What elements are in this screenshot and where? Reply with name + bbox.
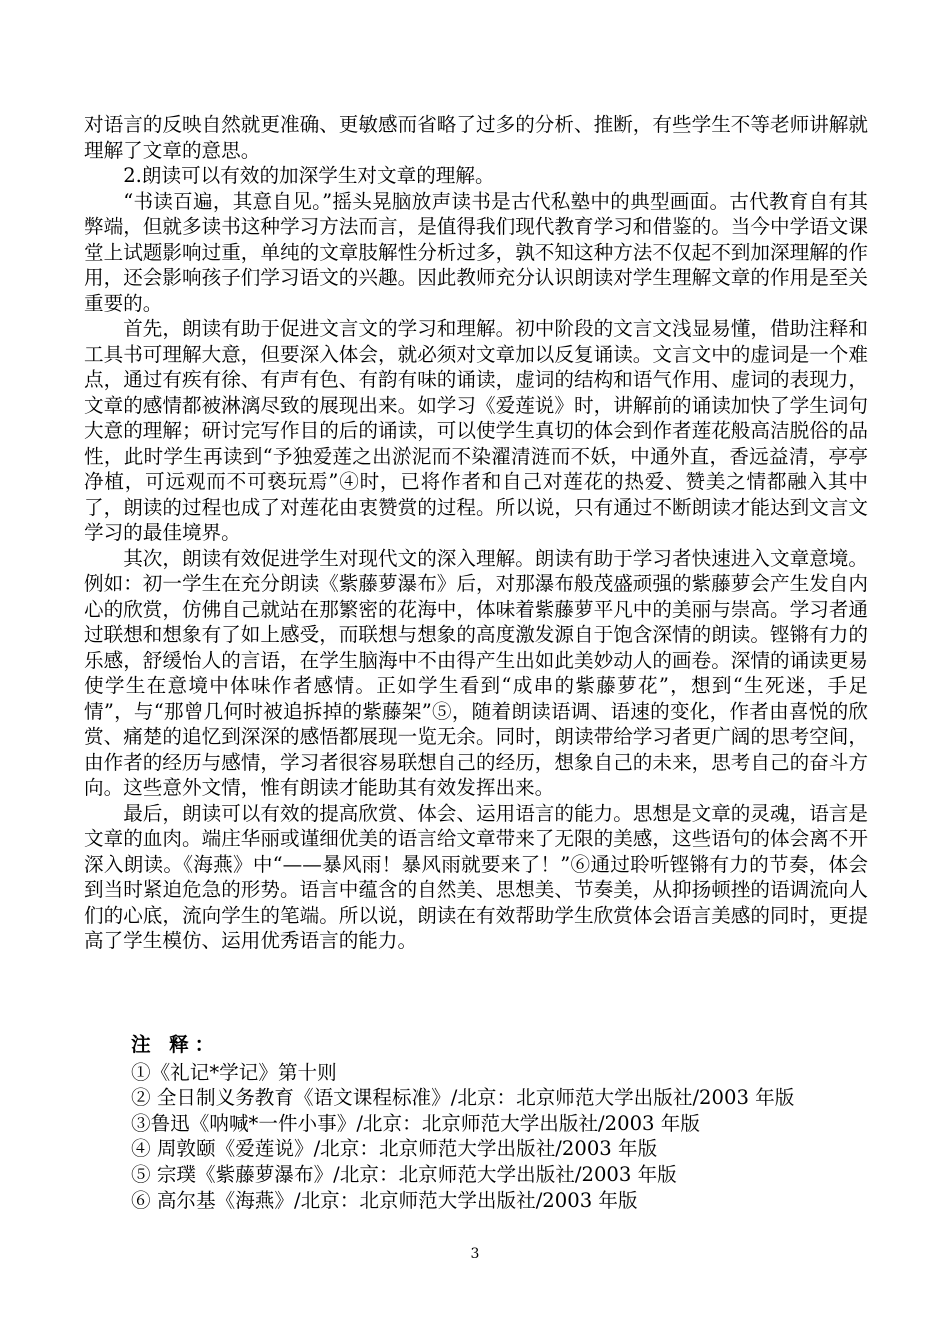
section-heading-2: 2.朗读可以有效的加深学生对文章的理解。 <box>123 164 495 187</box>
footnote-2: ② 全日制义务教育《语文课程标准》/北京：北京师范大学出版社/2003 年版 <box>131 1086 795 1110</box>
footnotes <box>131 1032 871 1213</box>
footnote-4: ④ 周敦颐《爱莲说》/北京：北京师范大学出版社/2003 年版 <box>131 1137 658 1161</box>
paragraph-1: 对语言的反映自然就更准确、更敏感而省略了过多的分析、推断，有些学生不等老师讲解就理解了文章的意思。 <box>84 113 868 162</box>
page-number: 3 <box>470 1246 480 1262</box>
paragraph-6: 最后，朗读可以有效的提高欣赏、体会、运用语言的能力。思想是文章的灵魂，语言是文章的血肉。端庄华丽或谨细优美的语言给文章带来了无限的美感，这些语句的体会离不开深入朗读。《海燕》中“——暴风雨！暴风雨就要来了！”⑥通过聆听铿锵有力的节奏，体会到当时紧迫危急的形势。语言中蕴含的自然美、思想美、节奏美，从抑扬顿挫的语调流向人们的心底，流向学生的笔端。所以说，朗读在有效帮助学生欣赏体会语言美感的同时，更提高了学生模仿、运用优秀语言的能力。 <box>84 801 868 952</box>
footnote-3: ③鲁迅《呐喊*一件小事》/北京：北京师范大学出版社/2003 年版 <box>131 1111 700 1135</box>
paragraph-5: 其次，朗读有效促进学生对现代文的深入理解。朗读有助于学习者快速进入文章意境。例如：初一学生在充分朗读《紫藤萝瀑布》后，对那瀑布般茂盛顽强的紫藤萝会产生发自内心的欣赏，仿佛自己就站在那繁密的花海中，体味着紫藤萝平凡中的美丽与崇高。学习者通过联想和想象有了如上感受，而联想与想象的高度激发源自于饱含深情的朗读。铿锵有力的乐感，舒缓怡人的言语，在学生脑海中不由得产生出如此美妙动人的画卷。深情的诵读更易使学生在意境中体味作者感情。正如学生看到“成串的紫藤萝花”，想到“生死迷，手足情”，与“那曾几何时被追拆掉的紫藤架”⑤，随着朗读语调、语速的变化，作者由喜悦的欣赏、痛楚的追忆到深深的感悟都展现一览无余。同时，朗读带给学习者更广阔的思考空间，由作者的经历与感情，学习者很容易联想自己的经历，想象自己的未来，思考自己的奋斗方向。这些意外文情，惟有朗读才能助其有效发挥出来。 <box>84 546 868 799</box>
paragraph-4: 首先，朗读有助于促进文言文的学习和理解。初中阶段的文言文浅显易懂，借助注释和工具书可理解大意，但要深入体会，就必须对文章加以反复诵读。文言文中的虚词是一个难点，通过有疾有徐、有声有色、有韵有味的诵读，虚词的结构和语气作用、虚词的表现力，文章的感情都被淋漓尽致的展现出来。如学习《爱莲说》时，讲解前的诵读加快了学生词句大意的理解；研讨完写作目的后的诵读，可以使学生真切的体会到作者莲花般高洁脱俗的品性，此时学生再读到“予独爱莲之出淤泥而不染濯清涟而不妖，中通外直，香远益清，亭亭净植，可远观而不可亵玩焉”④时，已将作者和自己对莲花的热爱、赞美之情都融入其中了，朗读的过程也成了对莲花由衷赞赏的过程。所以说，只有通过不断朗读才能达到文言文学习的最佳境界。 <box>84 317 868 544</box>
footnote-5: ⑤ 宗璞《紫藤萝瀑布》/北京：北京师范大学出版社/2003 年版 <box>131 1162 677 1186</box>
paragraph-3: “书读百遍，其意自见。”摇头晃脑放声读书是古代私塾中的典型画面。古代教育自有其弊端，但就多读书这种学习方法而言，是值得我们现代教育学习和借鉴的。当今中学语文课堂上试题影响过重，单纯的文章肢解性分析过多，孰不知这种方法不仅起不到加深理解的作用，还会影响孩子们学习语文的兴趣。因此教师充分认识朗读对学生理解文章的作用是至关重要的。 <box>84 189 868 315</box>
footnotes-title: 注 释： <box>131 1033 221 1056</box>
footnote-1: ①《礼记*学记》第十则 <box>131 1060 337 1084</box>
body-text <box>84 112 868 954</box>
footnote-6: ⑥ 高尔基《海燕》/北京：北京师范大学出版社/2003 年版 <box>131 1188 638 1212</box>
